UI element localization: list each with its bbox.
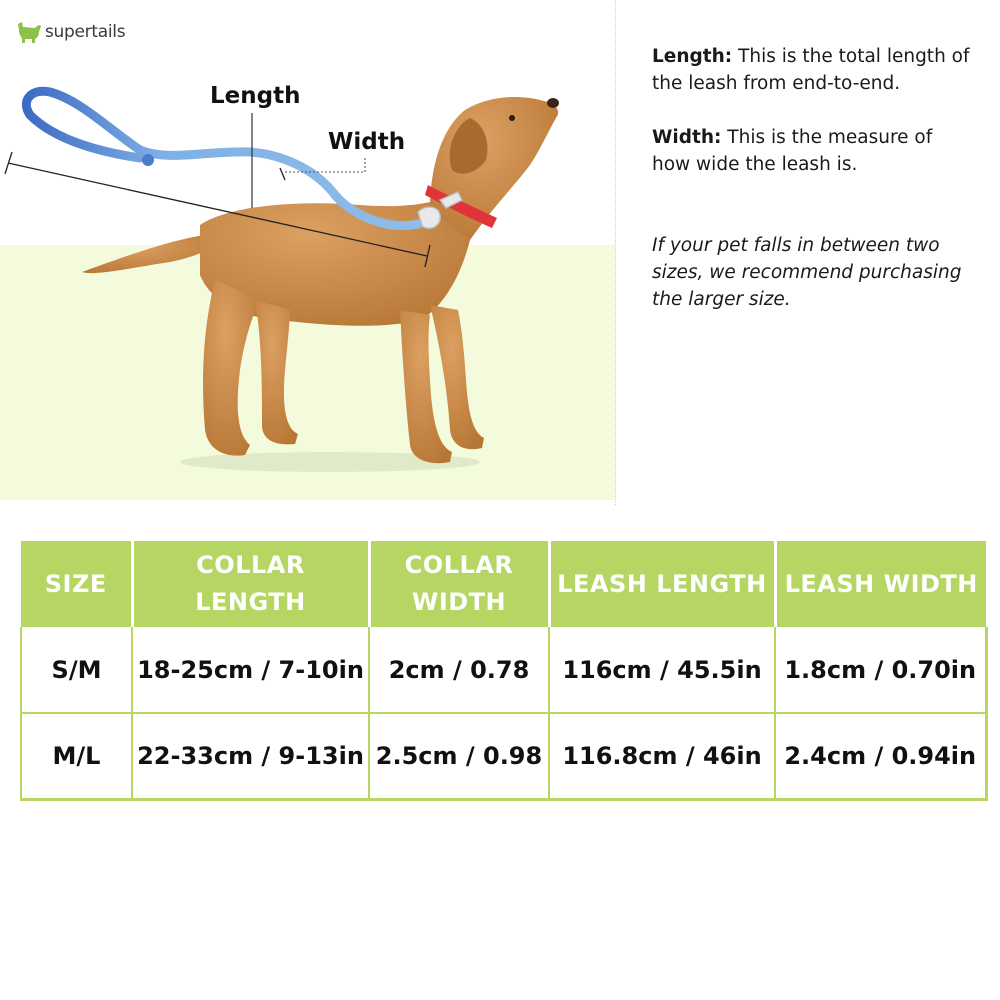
dog-nose bbox=[547, 98, 559, 108]
width-label: Width bbox=[328, 129, 406, 155]
cell-collar-width: 2cm / 0.78 bbox=[369, 627, 549, 713]
length-note bbox=[652, 43, 972, 97]
header-leash-length: LEASH LENGTH bbox=[549, 541, 775, 627]
cell-leash-length: 116.8cm / 46in bbox=[549, 713, 775, 799]
length-label: Length bbox=[210, 83, 301, 109]
cell-leash-length: 116cm / 45.5in bbox=[549, 627, 775, 713]
size-table bbox=[20, 541, 988, 801]
brand-logo bbox=[15, 20, 125, 44]
width-term: Width: bbox=[652, 127, 722, 148]
dog-eye bbox=[509, 115, 515, 121]
header-size: SIZE bbox=[21, 541, 132, 627]
cell-collar-length: 18-25cm / 7-10in bbox=[132, 627, 369, 713]
length-term: Length: bbox=[652, 46, 733, 67]
brand-name: supertails bbox=[45, 22, 126, 42]
table-row bbox=[21, 713, 986, 799]
size-chart-table bbox=[20, 541, 985, 801]
width-description: This is the measure of how wide the leash is. bbox=[652, 127, 933, 175]
cell-leash-width: 2.4cm / 0.94in bbox=[775, 713, 986, 799]
header-collar-width: COLLAR WIDTH bbox=[369, 541, 549, 627]
header-leash-width: LEASH WIDTH bbox=[775, 541, 986, 627]
table-header-row bbox=[21, 541, 986, 627]
width-note bbox=[652, 124, 972, 178]
table-row bbox=[21, 627, 986, 713]
dog-leash-diagram bbox=[0, 0, 615, 500]
cell-collar-width: 2.5cm / 0.98 bbox=[369, 713, 549, 799]
cell-leash-width: 1.8cm / 0.70in bbox=[775, 627, 986, 713]
width-tick bbox=[280, 168, 285, 180]
header-collar-length: COLLAR LENGTH bbox=[132, 541, 369, 627]
dog-logo-icon bbox=[15, 20, 43, 44]
cell-size: S/M bbox=[21, 627, 132, 713]
cell-size: M/L bbox=[21, 713, 132, 799]
length-description: This is the total length of the leash from end-to-end. bbox=[652, 46, 970, 94]
cell-collar-length: 22-33cm / 9-13in bbox=[132, 713, 369, 799]
measurement-notes bbox=[652, 43, 972, 313]
leash-bead bbox=[142, 154, 154, 166]
size-advice: If your pet falls in between two sizes, we recommend purchasing the larger size. bbox=[652, 235, 962, 310]
vertical-divider bbox=[615, 0, 616, 505]
product-illustration bbox=[0, 0, 615, 500]
